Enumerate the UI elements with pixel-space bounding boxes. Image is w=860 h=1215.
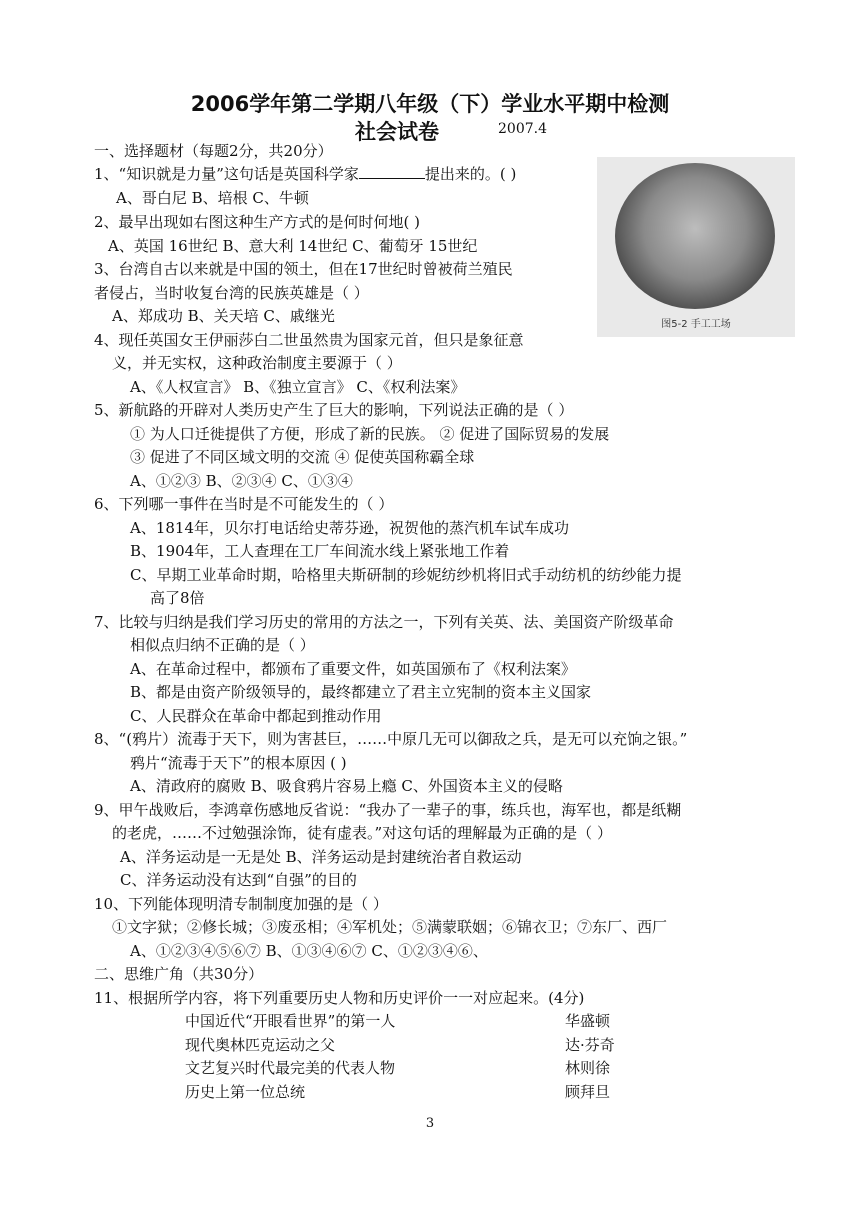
workshop-illustration (615, 163, 775, 309)
question-5: 5、新航路的开辟对人类历史产生了巨大的影响，下列说法正确的是（ ） (94, 401, 574, 419)
match-right-2: 达·芬奇 (565, 1036, 615, 1054)
question-5-options: A、①②③ B、②③④ C、①③④ (130, 472, 353, 490)
question-4-cont: 义，并无实权，这种政治制度主要源于（ ） (112, 354, 402, 372)
question-7-option-c: C、人民群众在革命中都起到推动作用 (130, 707, 382, 725)
match-right-4: 顾拜旦 (565, 1083, 611, 1101)
question-6-option-c-cont: 高了8倍 (150, 589, 205, 607)
question-6-option-a: A、1814年，贝尔打电话给史蒂芬逊，祝贺他的蒸汽机车试车成功 (130, 519, 570, 537)
section-2-heading: 二、思维广角（共30分） (94, 965, 264, 983)
question-2-options: A、英国 16世纪 B、意大利 14世纪 C、葡萄牙 15世纪 (108, 237, 478, 255)
question-9-option-ab: A、洋务运动是一无是处 B、洋务运动是封建统治者自救运动 (120, 848, 522, 866)
question-6-option-b: B、1904年，工人查理在工厂车间流水线上紧张地工作着 (130, 542, 510, 560)
match-left-1: 中国近代“开眼看世界”的第一人 (185, 1012, 396, 1030)
exam-subtitle: 社会试卷 (355, 120, 439, 144)
question-11: 11、根据所学内容，将下列重要历史人物和历史评价一一对应起来。(4分) (94, 989, 585, 1007)
workshop-figure (597, 157, 795, 337)
question-9-cont: 的老虎，……不过勉强涂饰，徒有虚表。”对这句话的理解最为正确的是（ ） (112, 824, 612, 842)
question-8-options: A、清政府的腐败 B、吸食鸦片容易上瘾 C、外国资本主义的侵略 (130, 777, 563, 795)
figure-caption: 图5-2 手工工场 (661, 319, 731, 330)
question-3-cont: 者侵占，当时收复台湾的民族英雄是（ ） (94, 284, 369, 302)
question-9-option-c: C、洋务运动没有达到“自强”的目的 (120, 871, 357, 889)
question-6-option-c: C、早期工业革命时期，哈格里夫斯研制的珍妮纺纱机将旧式手动纺机的纺纱能力提 (130, 566, 682, 584)
question-4: 4、现任英国女王伊丽莎白二世虽然贵为国家元首，但只是象征意 (94, 331, 524, 349)
question-7-cont: 相似点归纳不正确的是（ ） (130, 636, 315, 654)
question-8-cont: 鸦片“流毒于天下”的根本原因 ( ) (130, 754, 347, 772)
question-7: 7、比较与归纳是我们学习历史的常用的方法之一，下列有关英、法、美国资产阶级革命 (94, 613, 674, 631)
question-10-items: ①文字狱；②修长城；③废丞相；④军机处；⑤满蒙联姻；⑥锦衣卫；⑦东厂、西厂 (112, 918, 668, 936)
page-number: 3 (425, 1116, 435, 1131)
exam-title: 2006学年第二学期八年级（下）学业水平期中检测 (190, 92, 670, 116)
section-1-heading: 一、选择题材（每题2分，共20分） (94, 142, 333, 160)
question-10: 10、下列能体现明清专制制度加强的是（ ） (94, 895, 388, 913)
question-4-options: A、《人权宣言》 B、《独立宣言》 C、《权利法案》 (130, 378, 466, 396)
answer-blank (359, 164, 425, 179)
question-9: 9、甲午战败后，李鸿章伤感地反省说：“我办了一辈子的事，练兵也，海军也，都是纸糊 (94, 801, 682, 819)
question-1-options: A、哥白尼 B、培根 C、牛顿 (116, 189, 309, 207)
match-left-2: 现代奥林匹克运动之父 (185, 1036, 336, 1054)
match-left-4: 历史上第一位总统 (185, 1083, 306, 1101)
question-5-items-2: ③ 促进了不同区域文明的交流 ④ 促使英国称霸全球 (130, 448, 475, 466)
match-right-1: 华盛顿 (565, 1012, 611, 1030)
match-right-3: 林则徐 (565, 1059, 611, 1077)
question-6: 6、下列哪一事件在当时是不可能发生的（ ） (94, 495, 394, 513)
match-left-3: 文艺复兴时代最完美的代表人物 (185, 1059, 396, 1077)
question-7-option-b: B、都是由资产阶级领导的，最终都建立了君主立宪制的资本主义国家 (130, 683, 592, 701)
question-2: 2、最早出现如右图这种生产方式的是何时何地( ) (94, 213, 421, 231)
question-7-option-a: A、在革命过程中，都颁布了重要文件，如英国颁布了《权利法案》 (130, 660, 576, 678)
question-10-options: A、①②③④⑤⑥⑦ B、①③④⑥⑦ C、①②③④⑥、 (130, 942, 488, 960)
question-3: 3、台湾自古以来就是中国的领土，但在17世纪时曾被荷兰殖民 (94, 260, 513, 278)
question-1-tail: 提出来的。( ) (424, 165, 517, 183)
question-1 (94, 164, 516, 184)
question-8: 8、“(鸦片）流毒于天下，则为害甚巨，……中原几无可以御敌之兵，是无可以充饷之银。” (94, 730, 688, 748)
question-1-stem: 1、“知识就是力量”这句话是英国科学家 (94, 165, 359, 183)
question-3-options: A、郑成功 B、关天培 C、戚继光 (112, 307, 335, 325)
exam-date: 2007.4 (498, 121, 547, 137)
question-5-items-1: ① 为人口迁徙提供了方便，形成了新的民族。 ② 促进了国际贸易的发展 (130, 425, 610, 443)
